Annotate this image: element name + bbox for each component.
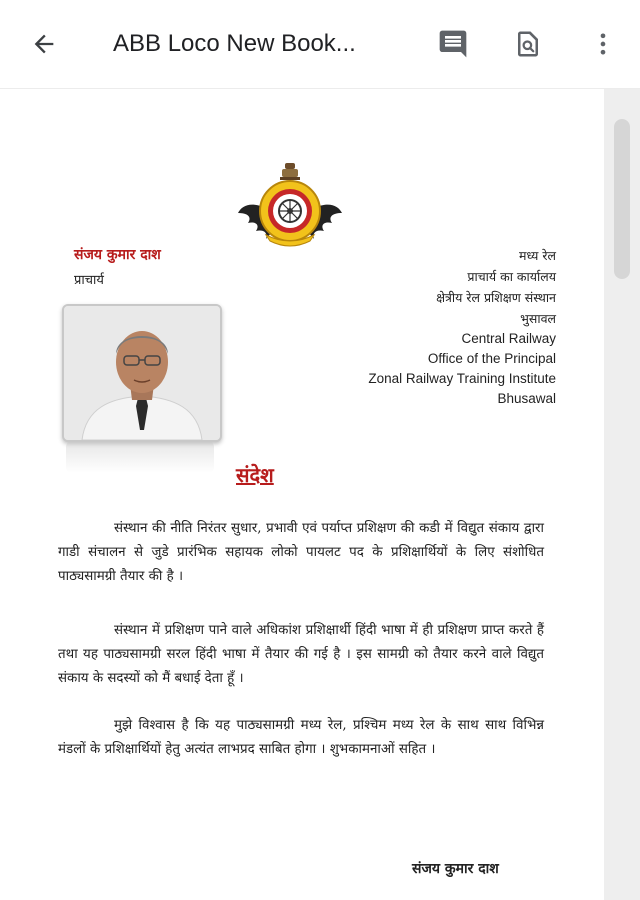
document-viewer[interactable] <box>0 89 640 900</box>
comment-icon <box>437 28 469 60</box>
document-page <box>0 89 604 900</box>
find-in-page-icon <box>513 29 543 59</box>
sender-designation: प्राचार्य <box>74 273 104 288</box>
address-line: मध्य रेल <box>519 248 556 263</box>
address-line: Bhusawal <box>497 391 556 406</box>
address-line: Central Railway <box>461 331 556 346</box>
arrow-left-icon <box>30 30 58 58</box>
address-line: Zonal Railway Training Institute <box>368 371 556 386</box>
message-paragraph: मुझे विश्वास है कि यह पाठ्यसामग्री मध्य रेल, प्रश्चिम मध्य रेल के साथ साथ विभिन्न मंडलों के प्रशिक्षार्थियों हेतु अत्यंत लाभप्रद साबित होगा । शुभकामनाओं सहित । <box>58 718 544 757</box>
address-line: प्राचार्य का कार्यालय <box>467 269 556 284</box>
message-paragraph: संस्थान की नीति निरंतर सुधार, प्रभावी एवं पर्याप्त प्रशिक्षण की कडी में विद्युत संकाय द्वारा गाडी संचालन से जुडे प्रारंभिक सहायक लोको पायलट पद के प्रशिक्षार्थियों के लिए संशोधित पाठ्यसामग्री तैयार की है । <box>58 521 544 584</box>
back-button[interactable] <box>22 26 66 62</box>
address-line: Office of the Principal <box>427 351 556 366</box>
scrollbar[interactable] <box>604 89 640 900</box>
comment-button[interactable] <box>433 24 473 64</box>
scrollbar-thumb[interactable] <box>614 119 630 279</box>
document-title: ABB Loco New Book... <box>113 30 356 57</box>
message-heading: संदेश <box>236 463 274 487</box>
address-line: भुसावल <box>520 311 556 326</box>
person-portrait-icon <box>64 306 220 440</box>
photo-reflection <box>66 441 214 473</box>
principal-photo <box>62 304 222 442</box>
more-vert-icon <box>589 30 617 58</box>
address-line: क्षेत्रीय रेल प्रशिक्षण संस्थान <box>436 290 556 305</box>
app-bar <box>0 0 640 89</box>
railway-emblem-icon <box>238 161 342 251</box>
message-paragraph: संस्थान में प्रशिक्षण पाने वाले अधिकांश प्रशिक्षार्थी हिंदी भाषा में ही प्रशिक्षण प्राप्त करते हैं तथा यह पाठ्यसामग्री सरल हिंदी भाषा में तैयार की गई है । इस सामग्री को तैयार करने वाले विद्युत संकाय के सदस्यों को मैं बधाई देता हूँ । <box>58 623 544 686</box>
office-address <box>368 245 556 409</box>
sender-name: संजय कुमार दाश <box>74 247 161 263</box>
signature-name: संजय कुमार दाश <box>412 861 499 877</box>
find-in-page-button[interactable] <box>508 24 548 64</box>
more-options-button[interactable] <box>583 24 623 64</box>
